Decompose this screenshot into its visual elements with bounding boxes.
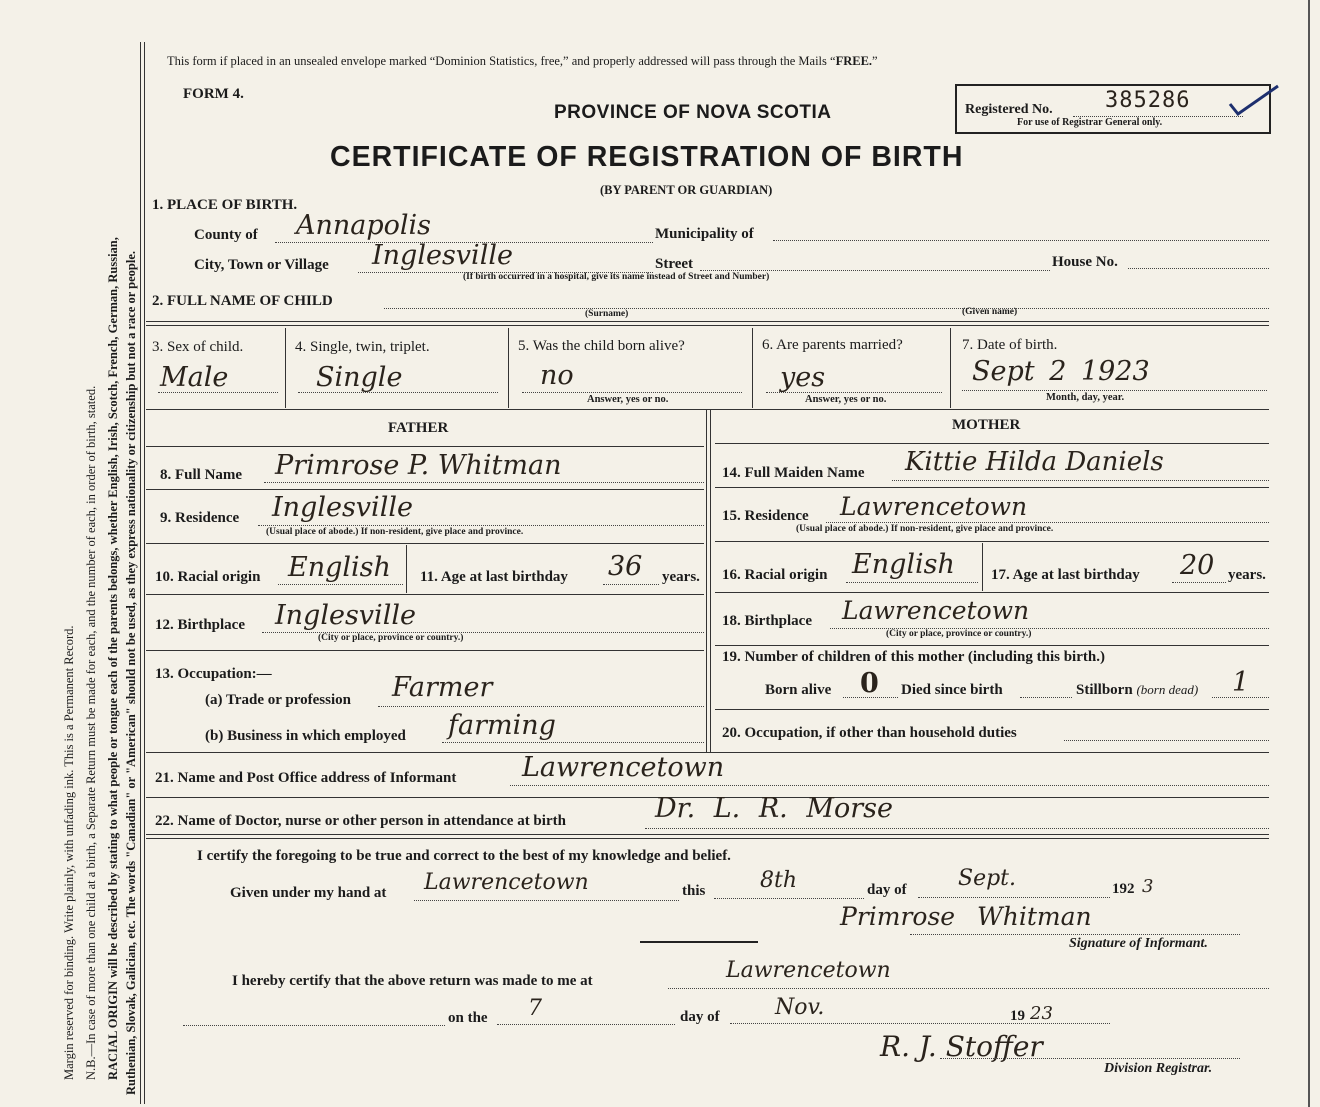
married-value: yes [780, 362, 826, 393]
street-label: Street [655, 256, 694, 272]
child-name-line [384, 308, 1269, 309]
given-label: Given under my hand at [230, 885, 387, 901]
registrar-month-line [730, 1023, 1110, 1024]
attendant-value: Dr. L. R. Morse [655, 793, 893, 824]
form-number: FORM 4. [183, 86, 244, 102]
informant-line [510, 785, 1269, 786]
on-the-label: on the [448, 1010, 488, 1026]
divider-4 [508, 328, 509, 408]
father-rule-2 [146, 489, 704, 490]
house-line [1128, 268, 1269, 269]
business-value: farming [448, 710, 556, 741]
father-residence-value: Inglesville [272, 492, 413, 523]
day-of-label: day of [867, 882, 907, 898]
municipality-line [773, 240, 1269, 241]
place-of-birth-heading: 1. PLACE OF BIRTH. [152, 197, 298, 213]
mother-birthplace-label: 18. Birthplace [722, 613, 812, 629]
mother-residence-label: 15. Residence [722, 508, 809, 524]
given-place-line [414, 900, 679, 901]
mother-age-label: 17. Age at last birthday [991, 567, 1140, 583]
mother-residence-value: Lawrencetown [840, 492, 1028, 521]
sex-value: Male [160, 362, 229, 393]
day-value: 8th [760, 868, 798, 893]
mother-age-divider [982, 543, 983, 591]
registered-label: Registered No. [965, 102, 1053, 117]
mother-name-line [892, 480, 1269, 481]
mother-racial-line [846, 582, 978, 583]
trade-value: Farmer [392, 672, 493, 703]
city-value: Inglesville [372, 240, 513, 271]
mother-age-value: 20 [1180, 550, 1215, 581]
certification-statement: I certify the foregoing to be true and correct to the best of my knowledge and belief. [197, 848, 731, 864]
certificate-subtitle: (BY PARENT OR GUARDIAN) [600, 183, 773, 197]
attendant-line [645, 828, 1269, 829]
father-heading: FATHER [388, 420, 449, 436]
father-racial-line [278, 584, 403, 585]
father-rule-5 [146, 650, 704, 651]
mother-residence-line [826, 522, 1269, 523]
mother-birthplace-note: (City or place, province or country.) [886, 629, 1032, 639]
dob-line [962, 390, 1267, 391]
alive-label: 5. Was the child born alive? [518, 338, 685, 354]
father-racial-label: 10. Racial origin [155, 569, 261, 585]
city-label: City, Town or Village [194, 257, 329, 273]
father-name-line [264, 482, 704, 483]
informant-value: Lawrencetown [522, 752, 725, 783]
left-frame-rule [140, 42, 145, 1104]
died-since-birth-line [1020, 697, 1072, 698]
mother-occupation-label: 20. Occupation, if other than household duties [722, 725, 1017, 741]
father-name-value: Primrose P. Whitman [275, 450, 562, 481]
registered-note: For use of Registrar General only. [1017, 117, 1163, 128]
mother-residence-note: (Usual place of abode.) If non-resident, give place and province. [796, 524, 1054, 534]
county-label: County of [194, 227, 258, 243]
margin-note-racial-origin-1: RACIAL ORIGIN will be described by stating to what people or tongue each of the parents belongs, whether English, Irish, Scotch, French, German, Russian, [106, 237, 120, 1080]
house-label: House No. [1052, 254, 1118, 270]
father-rule-4 [146, 594, 704, 595]
mother-heading: MOTHER [952, 417, 1021, 433]
municipality-label: Municipality of [655, 226, 754, 242]
check-mark-icon [1228, 84, 1280, 118]
mother-rule-4 [715, 592, 1269, 593]
registrar-caption: Division Registrar. [1104, 1061, 1213, 1076]
registrar-signature: R. J. Stoffer [880, 1030, 1043, 1063]
registrar-day-line [497, 1024, 675, 1025]
born-alive-label: Born alive [765, 682, 832, 698]
registrar-year-suffix: 23 [1030, 1003, 1053, 1024]
registrar-year-prefix: 19 [1010, 1008, 1025, 1024]
trade-label: (a) Trade or profession [205, 692, 351, 708]
stillborn-value: 1 [1232, 667, 1250, 698]
given-place-value: Lawrencetown [424, 870, 589, 895]
alive-value: no [540, 360, 574, 391]
plurality-value: Single [316, 362, 403, 393]
father-residence-label: 9. Residence [160, 510, 240, 526]
mother-name-value: Kittie Hilda Daniels [905, 447, 1164, 477]
mother-rule-5 [715, 645, 1269, 646]
parent-column-divider [706, 410, 711, 752]
father-age-value: 36 [608, 551, 643, 582]
business-label: (b) Business in which employed [205, 728, 406, 744]
attendant-label: 22. Name of Doctor, nurse or other person in attendance at birth [155, 813, 566, 829]
day-line [714, 898, 864, 899]
registrar-day-of-label: day of [680, 1009, 720, 1025]
married-label: 6. Are parents married? [762, 337, 903, 353]
certificate-title: CERTIFICATE OF REGISTRATION OF BIRTH [330, 141, 964, 173]
month-line [918, 897, 1110, 898]
registrar-month-value: Nov. [775, 995, 825, 1020]
father-birthplace-note: (City or place, province or country.) [318, 633, 464, 643]
registered-number: 385286 [1105, 88, 1191, 113]
father-birthplace-value: Inglesville [275, 600, 416, 631]
year-suffix: 3 [1142, 876, 1154, 897]
informant-signature: Primrose Whitman [840, 902, 1092, 931]
province-title: PROVINCE OF NOVA SCOTIA [554, 102, 832, 123]
father-racial-value: English [288, 552, 391, 583]
registrar-place-line [668, 988, 1269, 989]
father-residence-line [258, 525, 704, 526]
father-residence-note: (Usual place of abode.) If non-resident, give place and province. [266, 527, 524, 537]
children-count-label: 19. Number of children of this mother (including this birth.) [722, 649, 1105, 665]
mail-notice: This form if placed in an unsealed envelope marked “Dominion Statistics, free,” and properly addressed will pass through the Mails “FREE.” [167, 54, 878, 68]
county-value: Annapolis [296, 210, 432, 241]
dob-value: Sept 2 1923 [972, 356, 1150, 387]
divider-3 [285, 328, 286, 408]
stillborn-label: Stillborn (born dead) [1076, 682, 1199, 698]
registrar-lead-line [183, 1025, 445, 1026]
mother-occupation-line [1064, 740, 1269, 741]
surname-note: (Surname) [585, 309, 629, 319]
father-age-line [603, 584, 659, 585]
registrar-statement: I hereby certify that the above return was made to me at [232, 973, 593, 989]
father-rule-1 [146, 446, 704, 447]
mother-age-line [1172, 582, 1226, 583]
father-name-label: 8. Full Name [160, 467, 243, 483]
mother-rule-3 [715, 541, 1269, 542]
father-age-unit: years. [662, 569, 700, 585]
registration-box [955, 84, 1271, 134]
mother-name-label: 14. Full Maiden Name [722, 465, 865, 481]
born-alive-value: 0 [860, 668, 879, 699]
father-birthplace-label: 12. Birthplace [155, 617, 245, 633]
year-prefix: 192 [1112, 881, 1135, 897]
trade-line [378, 706, 704, 707]
section-rule-child [146, 321, 1269, 326]
mother-rule-2 [715, 487, 1269, 488]
mother-rule-1 [715, 443, 1269, 444]
registrar-signature-line [940, 1058, 1240, 1059]
right-frame-rule [1308, 0, 1310, 1107]
signature-informant-caption: Signature of Informant. [1069, 936, 1208, 951]
mother-racial-value: English [852, 549, 955, 580]
margin-note-racial-origin-2: Ruthenian, Slovak, Galician, etc. The words "Canadian" or "American" should not be used, as they express nationality or citizenship but not a race or people. [124, 250, 138, 1095]
sex-label: 3. Sex of child. [152, 339, 244, 355]
month-value: Sept. [958, 866, 1017, 891]
child-name-label: 2. FULL NAME OF CHILD [152, 293, 333, 309]
informant-label: 21. Name and Post Office address of Informant [155, 770, 457, 786]
married-note: Answer, yes or no. [805, 394, 887, 405]
hospital-note: (If birth occurred in a hospital, give its name instead of Street and Number) [463, 272, 770, 282]
mother-birthplace-value: Lawrencetown [842, 596, 1030, 625]
mother-age-unit: years. [1228, 567, 1266, 583]
divider-5 [752, 328, 753, 408]
signature-informant-line [910, 934, 1240, 935]
this-label: this [682, 883, 706, 899]
separator-short [640, 941, 758, 943]
street-line [700, 270, 1050, 271]
alive-note: Answer, yes or no. [587, 394, 669, 405]
divider-6 [950, 328, 951, 408]
given-name-note: (Given name) [962, 307, 1018, 317]
margin-note-binding: Margin reserved for binding. Write plainly, with unfading ink. This is a Permanent Record. [62, 625, 76, 1080]
father-age-divider [406, 545, 407, 593]
registrar-place-value: Lawrencetown [726, 958, 891, 983]
dob-label: 7. Date of birth. [962, 337, 1058, 353]
alive-line [522, 392, 742, 393]
margin-note-multiple-births: N.B.—In case of more than one child at a birth, a Separate Return must be made for each, and the number of each, in order of birth, stated. [84, 385, 98, 1080]
section-rule-certification [146, 834, 1269, 839]
father-rule-3 [146, 543, 704, 544]
dob-note: Month, day, year. [1046, 392, 1125, 403]
died-since-birth-label: Died since birth [901, 682, 1003, 698]
plurality-label: 4. Single, twin, triplet. [295, 339, 430, 355]
business-line [442, 742, 704, 743]
occupation-label: 13. Occupation:— [155, 666, 272, 682]
registrar-day-value: 7 [528, 996, 542, 1021]
mother-rule-6 [715, 709, 1269, 710]
father-age-label: 11. Age at last birthday [420, 569, 568, 585]
mother-racial-label: 16. Racial origin [722, 567, 828, 583]
